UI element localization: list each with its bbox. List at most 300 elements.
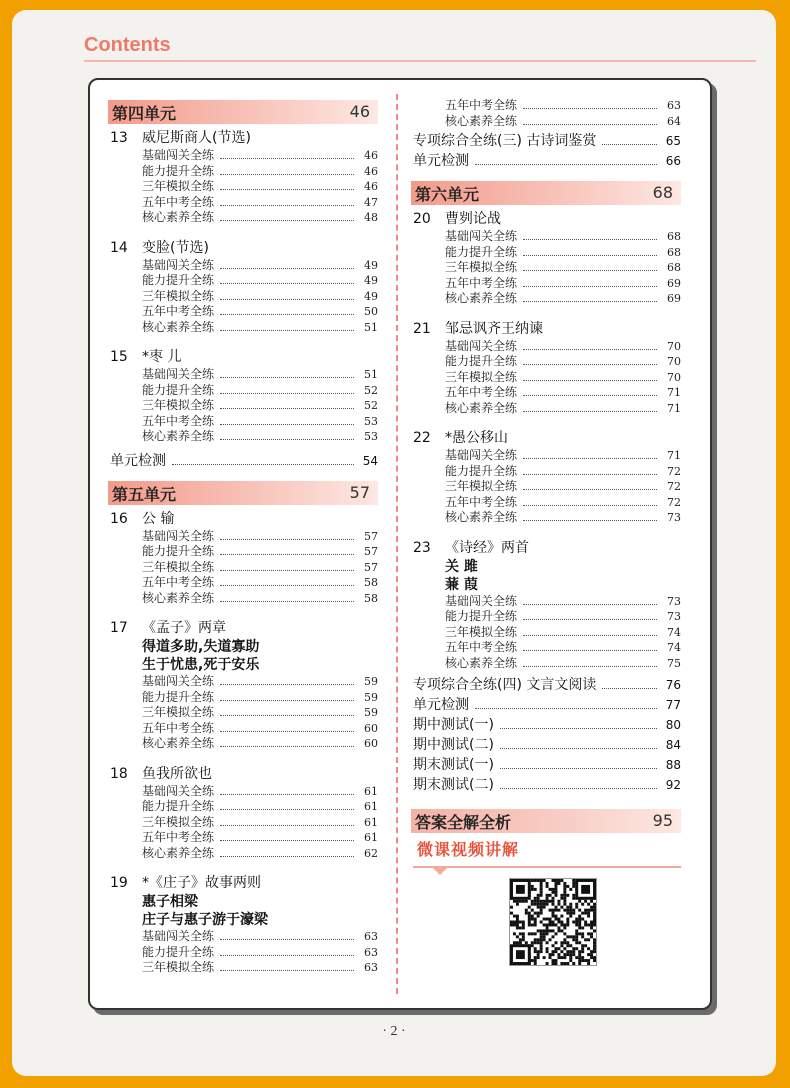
entry-label: 核心素养全练 <box>445 655 518 670</box>
entry-page: 59 <box>364 675 378 688</box>
lesson-22 <box>413 428 681 526</box>
lesson-title-row[interactable] <box>110 347 378 367</box>
leader-dots <box>523 286 657 287</box>
lesson-23 <box>413 538 681 672</box>
lesson-14 <box>110 238 378 336</box>
unit-name: 第四单元 <box>112 104 177 123</box>
entry-page: 62 <box>364 846 378 860</box>
leader-dots <box>523 489 657 490</box>
practice-entry[interactable] <box>413 448 681 464</box>
entry-label: 基础闯关全练 <box>445 229 518 243</box>
entry-label: 核心素养全练 <box>142 429 215 443</box>
leader-dots <box>220 570 354 571</box>
special-4-entry[interactable]: 专项综合全练(四) 文言文阅读 76 <box>413 677 681 693</box>
lesson-title-row[interactable] <box>110 764 378 784</box>
entry-label: 五年中考全练 <box>445 640 518 654</box>
lesson-title-row[interactable] <box>110 873 378 893</box>
entry-page: 49 <box>364 274 378 287</box>
entry-label: 能力提升全练 <box>142 163 215 178</box>
entry-label: 基础闯关全练 <box>445 593 518 608</box>
leader-dots <box>500 748 657 749</box>
practice-entry[interactable] <box>110 929 378 945</box>
lesson-number: 23 <box>413 539 431 556</box>
leader-dots <box>220 939 354 940</box>
entry-label: 三年模拟全练 <box>142 814 215 829</box>
leader-dots <box>220 424 354 425</box>
entry-page: 63 <box>667 99 681 112</box>
practice-entry[interactable] <box>110 830 378 846</box>
entry-label: 三年模拟全练 <box>142 179 215 193</box>
leader-dots <box>220 746 354 747</box>
unit-page: 68 <box>652 183 673 202</box>
practice-entry[interactable] <box>110 367 378 383</box>
entry-page: 59 <box>364 706 378 719</box>
practice-entry[interactable] <box>413 291 681 307</box>
leader-dots <box>523 395 657 396</box>
entry-page: 53 <box>364 430 378 443</box>
lesson-title-row[interactable] <box>413 428 681 448</box>
leader-dots <box>220 684 354 685</box>
lesson-title-row[interactable] <box>110 618 378 638</box>
practice-entry[interactable] <box>413 510 681 526</box>
practice-entry[interactable] <box>110 690 378 706</box>
entry-page: 63 <box>364 961 378 974</box>
practice-entry[interactable] <box>110 414 378 430</box>
entry-page: 72 <box>667 480 681 493</box>
lesson-number: 13 <box>110 130 128 146</box>
lesson-subtitle: 蒹 葭 <box>445 576 478 593</box>
entry-page: 58 <box>364 591 378 605</box>
lesson-title: 变脸(节选) <box>142 239 209 256</box>
practice-entry[interactable] <box>413 479 681 495</box>
entry-page: 68 <box>667 230 681 243</box>
lesson-title: *枣 儿 <box>142 349 182 365</box>
leader-dots <box>523 411 657 412</box>
column-divider <box>396 94 398 994</box>
entry-label: 基础闯关全练 <box>142 257 215 272</box>
entry-page: 75 <box>667 656 681 670</box>
entry-label: 五年中考全练 <box>142 304 215 318</box>
entry-label: 基础闯关全练 <box>142 367 215 381</box>
entry-page: 60 <box>364 721 378 735</box>
leader-dots <box>523 301 657 302</box>
contents-heading: Contents <box>84 34 171 56</box>
entry-page: 88 <box>665 758 681 772</box>
lesson-title: 《孟子》两章 <box>142 620 226 636</box>
leader-dots <box>523 108 657 109</box>
practice-entry[interactable] <box>110 674 378 690</box>
micro-video-rule <box>413 866 681 868</box>
entry-page: 68 <box>667 245 681 259</box>
leader-dots <box>523 474 657 475</box>
lesson-subtitle: 生于忧患,死于安乐 <box>142 657 260 673</box>
entry-page: 74 <box>667 625 681 639</box>
leader-dots <box>220 539 354 540</box>
exam-list <box>413 715 681 795</box>
qr-code[interactable] <box>509 878 597 966</box>
entry-label: 能力提升全练 <box>142 544 215 558</box>
entry-label: 期中测试(一) <box>413 717 494 733</box>
entry-page: 51 <box>364 368 378 381</box>
entry-label: 基础闯关全练 <box>142 929 215 943</box>
unit-6-test-entry[interactable]: 单元检测 77 <box>413 697 681 713</box>
entry-label: 五年中考全练 <box>445 98 518 112</box>
practice-entry[interactable] <box>110 544 378 560</box>
exam-entry[interactable] <box>413 735 681 755</box>
entry-label: 能力提升全练 <box>445 244 518 259</box>
practice-entry[interactable] <box>110 195 378 211</box>
lesson-title-row[interactable] <box>413 319 681 339</box>
entry-label: 核心素养全练 <box>445 400 518 415</box>
entry-label: 五年中考全练 <box>445 275 518 290</box>
entry-label: 三年模拟全练 <box>445 624 518 639</box>
leader-dots <box>500 788 657 789</box>
entry-label: 三年模拟全练 <box>445 369 518 384</box>
exam-entry[interactable] <box>413 715 681 735</box>
leader-dots <box>523 349 657 350</box>
entry-label: 三年模拟全练 <box>445 479 518 493</box>
unit-4-test-entry[interactable]: 单元检测 54 <box>110 452 378 469</box>
unit-name: 第五单元 <box>112 484 177 504</box>
entry-page: 72 <box>667 464 681 478</box>
entry-label: 三年模拟全练 <box>142 288 215 303</box>
entry-page: 48 <box>364 211 378 224</box>
page-number: · 2 · <box>382 1024 406 1039</box>
lesson-16 <box>110 509 378 607</box>
entry-label: 能力提升全练 <box>445 354 518 368</box>
lesson-subtitle: 庄子与惠子游于濠梁 <box>142 912 268 928</box>
leader-dots <box>523 619 657 620</box>
practice-entry[interactable] <box>110 258 378 274</box>
entry-label: 三年模拟全练 <box>142 705 215 719</box>
entry-page: 61 <box>364 784 378 798</box>
toc-left-column <box>110 100 378 988</box>
leader-dots <box>500 728 657 729</box>
entry-label: 能力提升全练 <box>445 463 518 478</box>
leader-dots <box>220 554 354 555</box>
entry-page: 70 <box>667 355 681 368</box>
practice-entry[interactable] <box>413 464 681 480</box>
entry-page: 63 <box>364 945 378 959</box>
practice-entry[interactable] <box>110 591 378 607</box>
practice-entry[interactable] <box>110 846 378 862</box>
lesson-13 <box>110 128 378 226</box>
entry-page: 61 <box>364 831 378 844</box>
practice-entry[interactable] <box>110 529 378 545</box>
leader-dots <box>220 220 354 221</box>
practice-entry[interactable] <box>110 815 378 831</box>
lesson-number: 20 <box>413 211 431 227</box>
entry-page: 72 <box>667 495 681 509</box>
practice-entry[interactable] <box>110 784 378 800</box>
entry-label: 能力提升全练 <box>142 799 215 813</box>
practice-entry[interactable] <box>413 594 681 610</box>
leader-dots <box>220 809 354 810</box>
lesson-title-row[interactable] <box>110 238 378 258</box>
practice-entry[interactable] <box>413 609 681 625</box>
entry-page: 69 <box>667 292 681 305</box>
lesson-title-row[interactable] <box>110 128 378 148</box>
practice-entry[interactable] <box>413 276 681 292</box>
entry-page: 57 <box>364 529 378 543</box>
entry-page: 51 <box>364 320 378 334</box>
practice-entry[interactable] <box>413 640 681 656</box>
lesson-17 <box>110 618 378 752</box>
practice-entry[interactable] <box>110 721 378 737</box>
entry-label: 基础闯关全练 <box>142 674 215 688</box>
entry-page: 63 <box>364 930 378 943</box>
practice-entry[interactable] <box>110 705 378 721</box>
lesson-title: 鱼我所欲也 <box>142 765 212 782</box>
lesson-15 <box>110 347 378 445</box>
entry-label: 核心素养全练 <box>142 210 215 224</box>
unit-5-test-entry[interactable]: 单元检测 66 <box>413 153 681 169</box>
leader-dots <box>220 856 354 857</box>
practice-entry[interactable] <box>413 339 681 355</box>
lesson-title-row[interactable] <box>413 538 681 558</box>
unit-4-banner[interactable] <box>108 100 378 124</box>
leader-dots <box>220 731 354 732</box>
practice-entry[interactable] <box>110 304 378 320</box>
leader-dots <box>523 666 657 667</box>
entry-page: 46 <box>364 164 378 178</box>
practice-entry[interactable] <box>110 429 378 445</box>
leader-dots <box>523 458 657 459</box>
leader-dots <box>523 635 657 636</box>
leader-dots <box>220 825 354 826</box>
entry-label: 核心素养全练 <box>142 319 215 334</box>
entry-page: 64 <box>667 114 681 128</box>
page-sheet <box>12 10 776 1076</box>
leader-dots <box>220 158 354 159</box>
micro-video-heading: 微课视频讲解 <box>417 840 520 859</box>
entry-page: 59 <box>364 690 378 704</box>
leader-dots <box>220 377 354 378</box>
entry-page: 52 <box>364 383 378 397</box>
leader-dots <box>220 299 354 300</box>
practice-entry[interactable] <box>413 229 681 245</box>
practice-entry[interactable] <box>110 398 378 414</box>
leader-dots <box>220 794 354 795</box>
lesson-20 <box>413 209 681 307</box>
practice-entry[interactable] <box>413 260 681 276</box>
practice-entry[interactable] <box>110 960 378 976</box>
entry-page: 73 <box>667 594 681 608</box>
leader-dots <box>220 189 354 190</box>
lesson-title: *《庄子》故事两则 <box>142 875 261 891</box>
lesson-title-row[interactable] <box>413 209 681 229</box>
entry-page: 68 <box>667 261 681 274</box>
practice-entry[interactable] <box>110 945 378 961</box>
entry-label: 五年中考全练 <box>445 494 518 509</box>
entry-label: 能力提升全练 <box>142 382 215 397</box>
lesson-19 <box>110 873 378 976</box>
unit-6-banner[interactable] <box>411 181 681 205</box>
leader-dots <box>220 601 354 602</box>
lesson-number: 21 <box>413 320 431 337</box>
practice-entry[interactable] <box>110 210 378 226</box>
entry-page: 73 <box>667 511 681 524</box>
leader-dots <box>220 439 354 440</box>
lesson-21 <box>413 319 681 417</box>
unit-page: 46 <box>349 102 370 121</box>
lesson-title-row[interactable] <box>110 509 378 529</box>
answers-page: 95 <box>652 811 673 830</box>
leader-dots <box>523 380 657 381</box>
leader-dots <box>220 715 354 716</box>
entry-label: 五年中考全练 <box>142 575 215 589</box>
lesson-19-continued <box>413 98 681 129</box>
entry-label: 能力提升全练 <box>142 944 215 959</box>
leader-dots <box>523 650 657 651</box>
lesson-number: 17 <box>110 620 128 636</box>
lesson-number: 18 <box>110 765 128 782</box>
lesson-number: 14 <box>110 239 128 256</box>
special-3-entry[interactable]: 专项综合全练(三) 古诗词鉴赏 65 <box>413 133 681 149</box>
entry-label: 五年中考全练 <box>142 720 215 735</box>
practice-entry[interactable] <box>110 273 378 289</box>
entry-label: 五年中考全练 <box>142 413 215 428</box>
lesson-number: 15 <box>110 349 128 365</box>
entry-label: 五年中考全练 <box>445 385 518 399</box>
entry-page: 74 <box>667 641 681 654</box>
entry-label: 三年模拟全练 <box>142 398 215 412</box>
entry-label: 三年模拟全练 <box>142 559 215 574</box>
lesson-number: 22 <box>413 430 431 446</box>
exam-entry[interactable] <box>413 755 681 775</box>
practice-entry[interactable] <box>413 114 681 130</box>
unit-name: 第六单元 <box>415 185 480 204</box>
lesson-title: 公 输 <box>142 510 175 527</box>
practice-entry[interactable] <box>110 736 378 752</box>
leader-dots <box>500 768 657 769</box>
leader-dots <box>220 970 354 971</box>
header-rule <box>84 60 756 62</box>
lesson-subtitle: 得道多助,失道寡助 <box>142 639 260 655</box>
leader-dots <box>220 700 354 701</box>
exam-entry[interactable] <box>413 775 681 795</box>
unit-page: 57 <box>349 482 370 502</box>
entry-page: 71 <box>667 386 681 399</box>
entry-label: 三年模拟全练 <box>142 960 215 974</box>
entry-label: 基础闯关全练 <box>445 338 518 353</box>
entry-label: 期中测试(二) <box>413 737 494 753</box>
entry-label: 三年模拟全练 <box>445 260 518 274</box>
entry-page: 49 <box>364 258 378 272</box>
entry-page: 80 <box>665 718 681 732</box>
lesson-18 <box>110 764 378 862</box>
lesson-title: *愚公移山 <box>445 430 508 446</box>
entry-label: 五年中考全练 <box>142 194 215 209</box>
practice-entry[interactable] <box>110 289 378 305</box>
entry-page: 47 <box>364 195 378 209</box>
entry-label: 能力提升全练 <box>142 689 215 704</box>
leader-dots <box>523 505 657 506</box>
entry-label: 核心素养全练 <box>445 510 518 524</box>
entry-page: 92 <box>665 778 681 792</box>
answers-banner[interactable] <box>411 809 681 833</box>
practice-entry[interactable] <box>413 354 681 370</box>
answers-name: 答案全解全析 <box>415 813 512 832</box>
entry-page: 73 <box>667 610 681 623</box>
practice-entry[interactable] <box>413 625 681 641</box>
leader-dots <box>523 239 657 240</box>
leader-dots <box>523 364 657 365</box>
lesson-title: 邹忌讽齐王纳谏 <box>445 320 543 337</box>
entry-label: 基础闯关全练 <box>142 528 215 543</box>
practice-entry[interactable] <box>413 495 681 511</box>
practice-entry[interactable] <box>413 98 681 114</box>
lesson-title: 曹刿论战 <box>445 211 501 227</box>
leader-dots <box>523 255 657 256</box>
entry-label: 能力提升全练 <box>142 273 215 287</box>
entry-page: 57 <box>364 545 378 558</box>
entry-label: 核心素养全练 <box>445 291 518 305</box>
entry-label: 基础闯关全练 <box>142 148 215 162</box>
entry-page: 71 <box>667 449 681 462</box>
practice-entry[interactable] <box>110 164 378 180</box>
practice-entry[interactable] <box>413 656 681 672</box>
entry-page: 53 <box>364 414 378 428</box>
leader-dots <box>220 268 354 269</box>
practice-entry[interactable] <box>110 799 378 815</box>
practice-entry[interactable] <box>413 401 681 417</box>
practice-entry[interactable] <box>110 148 378 164</box>
practice-entry[interactable] <box>110 560 378 576</box>
entry-page: 46 <box>364 180 378 193</box>
entry-page: 52 <box>364 399 378 412</box>
entry-label: 基础闯关全练 <box>445 448 518 462</box>
unit-5-banner[interactable] <box>108 481 378 505</box>
practice-entry[interactable] <box>413 370 681 386</box>
leader-dots <box>523 604 657 605</box>
entry-page: 60 <box>364 737 378 750</box>
entry-page: 84 <box>665 738 681 752</box>
entry-label: 期末测试(一) <box>413 757 494 773</box>
entry-label: 核心素养全练 <box>142 845 215 860</box>
lesson-title: 《诗经》两首 <box>445 539 529 556</box>
lesson-subtitle: 关 雎 <box>445 558 478 575</box>
practice-entry[interactable] <box>413 385 681 401</box>
entry-page: 57 <box>364 560 378 574</box>
leader-dots <box>220 393 354 394</box>
toc-card <box>88 78 712 1010</box>
leader-dots <box>220 408 354 409</box>
entry-label: 核心素养全练 <box>142 590 215 605</box>
practice-entry[interactable] <box>413 245 681 261</box>
leader-dots <box>220 330 354 331</box>
leader-dots <box>220 840 354 841</box>
entry-page: 58 <box>364 576 378 589</box>
entry-label: 核心素养全练 <box>445 113 518 128</box>
entry-label: 期末测试(二) <box>413 777 494 793</box>
entry-page: 50 <box>364 305 378 318</box>
entry-page: 70 <box>667 339 681 353</box>
practice-entry[interactable] <box>110 575 378 591</box>
practice-entry[interactable] <box>110 179 378 195</box>
entry-label: 基础闯关全练 <box>142 783 215 798</box>
leader-dots <box>523 520 657 521</box>
leader-dots <box>523 124 657 125</box>
lesson-title: 威尼斯商人(节选) <box>142 130 251 146</box>
entry-page: 71 <box>667 401 681 415</box>
entry-label: 核心素养全练 <box>142 736 215 750</box>
practice-entry[interactable] <box>110 320 378 336</box>
practice-entry[interactable] <box>110 383 378 399</box>
leader-dots <box>220 585 354 586</box>
lesson-subtitle: 惠子相梁 <box>142 894 198 910</box>
entry-page: 61 <box>364 815 378 829</box>
